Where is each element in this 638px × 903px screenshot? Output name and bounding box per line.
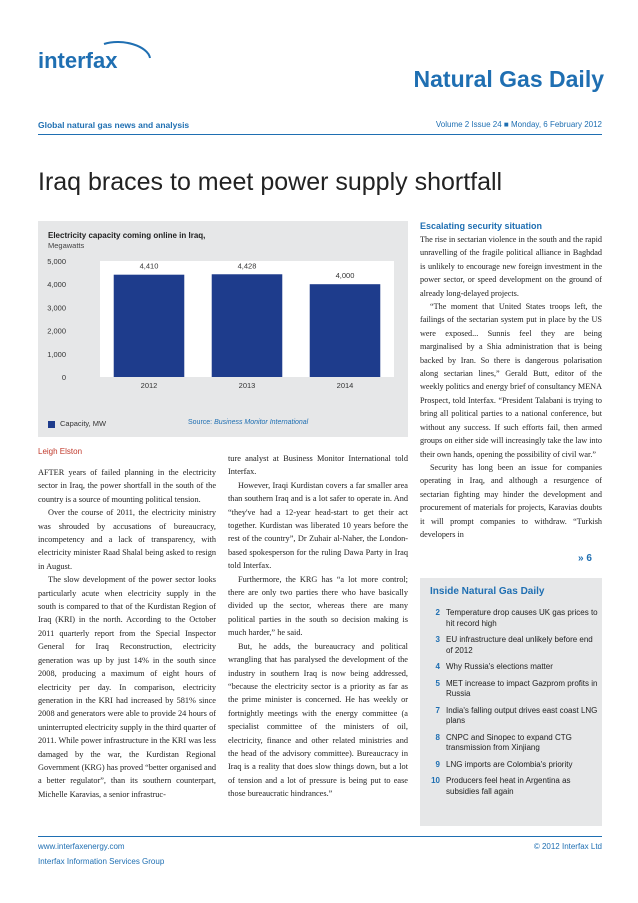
contents-page-number: 10 <box>431 776 440 785</box>
issue-info: Volume 2 Issue 24 ■ Monday, 6 February 2012 <box>435 120 602 129</box>
bar-value-label: 4,428 <box>237 261 257 271</box>
inside-panel <box>420 578 602 826</box>
byline: Leigh Elston <box>38 447 83 456</box>
contents-page-number: 9 <box>435 759 440 769</box>
chart-legend <box>48 419 106 428</box>
x-tick-label: 2013 <box>238 381 256 390</box>
y-tick-label: 3,000 <box>47 303 66 313</box>
header-divider <box>38 134 602 135</box>
contents-page-number: 8 <box>435 732 440 742</box>
footer-group: Interfax Information Services Group <box>38 857 165 866</box>
source-label: Source: <box>188 419 213 426</box>
source-name: Business Monitor International <box>214 419 309 426</box>
paragraph: The rise in sectarian violence in the south and the rapid unravelling of the fragile political alliance in Baghdad is unlikely to encourage new foreign investment in the power sector, or speed development on the ground of already long-delayed projects. <box>420 235 602 298</box>
article-column-1 <box>38 466 216 801</box>
paragraph: But, he adds, the bureaucracy and political wrangling that has paralysed the development of the industry in southern Iraq is now being addressed, “because the electricity sector is a priority as far as the prime minister is concerned. He has weekly or fortnightly meetings with the energy committee (a specialist committee of the ministers of oil, electricity, finance and other related ministries and the head of the advisory committee). Bureaucracy in Iraq is a reality that does slow things down, but a lot of tension and a lot of pressure is being put to ease those bureaucratic hindrances.” <box>228 641 408 799</box>
interfax-logo <box>38 40 158 80</box>
paragraph: However, Iraqi Kurdistan covers a far smaller area than southern Iraq and is a lot safer to operate in. And “they've had a 12-year head-start to get their act together. Kurdistan was liberated 10 years before the rest of the country”, Dr Zuhair al-Naher, the London-based spokesperson for the ruling Dawa Party in Iraq told Interfax. <box>228 480 408 571</box>
paragraph: AFTER years of failed planning in the electricity sector in Iraq, the power shortfall in the south of the country is a source of mounting political tension. <box>38 468 216 504</box>
contents-item[interactable] <box>428 662 598 673</box>
masthead-title: Natural Gas Daily <box>413 66 604 92</box>
article-column-2 <box>228 452 408 801</box>
legend-label: Capacity, MW <box>60 419 107 428</box>
paragraph: ture analyst at Business Monitor International told Interfax. <box>228 454 408 477</box>
contents-headline: Producers feel heat in Argentina as subsidies fall again <box>446 776 571 796</box>
paragraph: The slow development of the power sector looks particularly acute when electricity supply in the south is compared to that of the Kurdistan Region of Iraq (KRI) in the north. According to the October 2011 quarterly report from the Special Inspector General for Iraq Reconstruction, electricity generation was up by just 14% in the south since 2008, producing a maximum of eight hours of electricity per day. In comparison, electricity generation in the KRI had increased by 581% since 2008 and generators were able to provide 24 hours of uninterrupted electricity supply in the third quarter of 2011. While power infrastructure in the KRI was less damaged by the war, the Kurdistan Regional Government (KRG) has proved “better organised and a better regulator”, than its southern counterpart, Michelle Karavias, a senior infrastruc- <box>38 575 216 799</box>
contents-page-number: 2 <box>435 608 440 617</box>
contents-headline: LNG imports are Colombia's priority <box>446 759 573 769</box>
bar <box>114 275 185 377</box>
bar <box>212 274 283 377</box>
contents-headline: Why Russia's elections matter <box>446 662 553 671</box>
article-column-3 <box>420 233 602 541</box>
contents-item[interactable] <box>428 679 598 700</box>
continued-link[interactable]: » 6 <box>578 553 592 564</box>
contents-item[interactable] <box>428 635 598 656</box>
inside-title: Inside Natural Gas Daily <box>430 586 545 597</box>
contents-page-number: 4 <box>435 662 440 671</box>
contents-page-number: 3 <box>435 635 440 644</box>
bar <box>310 284 381 377</box>
footer-copyright: © 2012 Interfax Ltd <box>533 842 602 851</box>
bar-chart <box>38 251 408 401</box>
logo-text: interfax <box>38 48 118 73</box>
contents-item[interactable] <box>428 733 598 754</box>
chart-unit-label: Megawatts <box>48 241 85 250</box>
footer-url[interactable]: www.interfaxenergy.com <box>38 842 125 851</box>
contents-page-number: 5 <box>435 678 440 688</box>
contents-headline: EU infrastructure deal unlikely before end of 2012 <box>446 635 593 655</box>
contents-headline: Temperature drop causes UK gas prices to hit record high <box>446 608 598 628</box>
paragraph: Over the course of 2011, the electricity ministry was shrouded by accusations of bureaucracy, incompetency and a lack of transparency, with electricity minister Raad Shalal being asked to resign in August. <box>38 508 216 571</box>
y-tick-label: 0 <box>61 373 66 382</box>
chart-source <box>188 419 308 426</box>
paragraph: “The moment that United States troops left, the failings of the sectarian system put in place by the US were exposed... Sunnis feel they are being marginalised by a Shia administration that is being backed by Iran. So there is dangerous polarisation along sectarian lines,” Gerald Butt, editor of the weekly politics and energy brief of consultancy MENA Prospect, told Interfax. “President Talabani is trying to bring all political parties to a national conference, but without any success. If such efforts fail, then armed groups on either side will increasingly take the law into their own hands, opening the possibility of civil war.” <box>420 302 602 459</box>
bar-value-label: 4,410 <box>139 261 159 271</box>
legend-swatch <box>48 421 55 428</box>
contents-item[interactable] <box>428 760 598 771</box>
bar-value-label: 4,000 <box>335 271 355 281</box>
y-tick-label: 1,000 <box>47 349 66 359</box>
paragraph: Furthermore, the KRG has “a lot more control; there are only two parties there who have basically divided up the sector, whereas there are many political parties in the south so decision making is much harder,” he said. <box>228 574 408 638</box>
contents-list <box>428 608 598 803</box>
chart-title: Electricity capacity coming online in Iraq, <box>48 231 206 240</box>
headline: Iraq braces to meet power supply shortfall <box>38 168 503 196</box>
contents-page-number: 7 <box>435 705 440 715</box>
x-tick-label: 2012 <box>140 381 158 390</box>
contents-item[interactable] <box>428 776 598 797</box>
tagline: Global natural gas news and analysis <box>38 120 190 130</box>
y-tick-label: 5,000 <box>47 257 66 266</box>
contents-headline: CNPC and Sinopec to expand CTG transmission from Xinjiang <box>446 732 572 752</box>
contents-headline: India's falling output drives east coast LNG plans <box>446 705 598 725</box>
x-tick-label: 2014 <box>336 381 354 390</box>
contents-item[interactable] <box>428 608 598 629</box>
y-tick-label: 4,000 <box>47 280 66 290</box>
contents-item[interactable] <box>428 706 598 727</box>
y-tick-label: 2,000 <box>47 326 66 336</box>
footer-divider <box>38 836 602 837</box>
section-heading: Escalating security situation <box>420 221 543 231</box>
paragraph: Security has long been an issue for companies operating in Iraq, and although a resurgence of sectarian fighting may hinder the development and procurement of materials for projects, Karavias doubts it will prompt companies to withdraw. “Turkish developers in <box>420 462 602 539</box>
chart-panel <box>38 221 408 437</box>
contents-headline: MET increase to impact Gazprom profits in Russia <box>446 678 598 698</box>
